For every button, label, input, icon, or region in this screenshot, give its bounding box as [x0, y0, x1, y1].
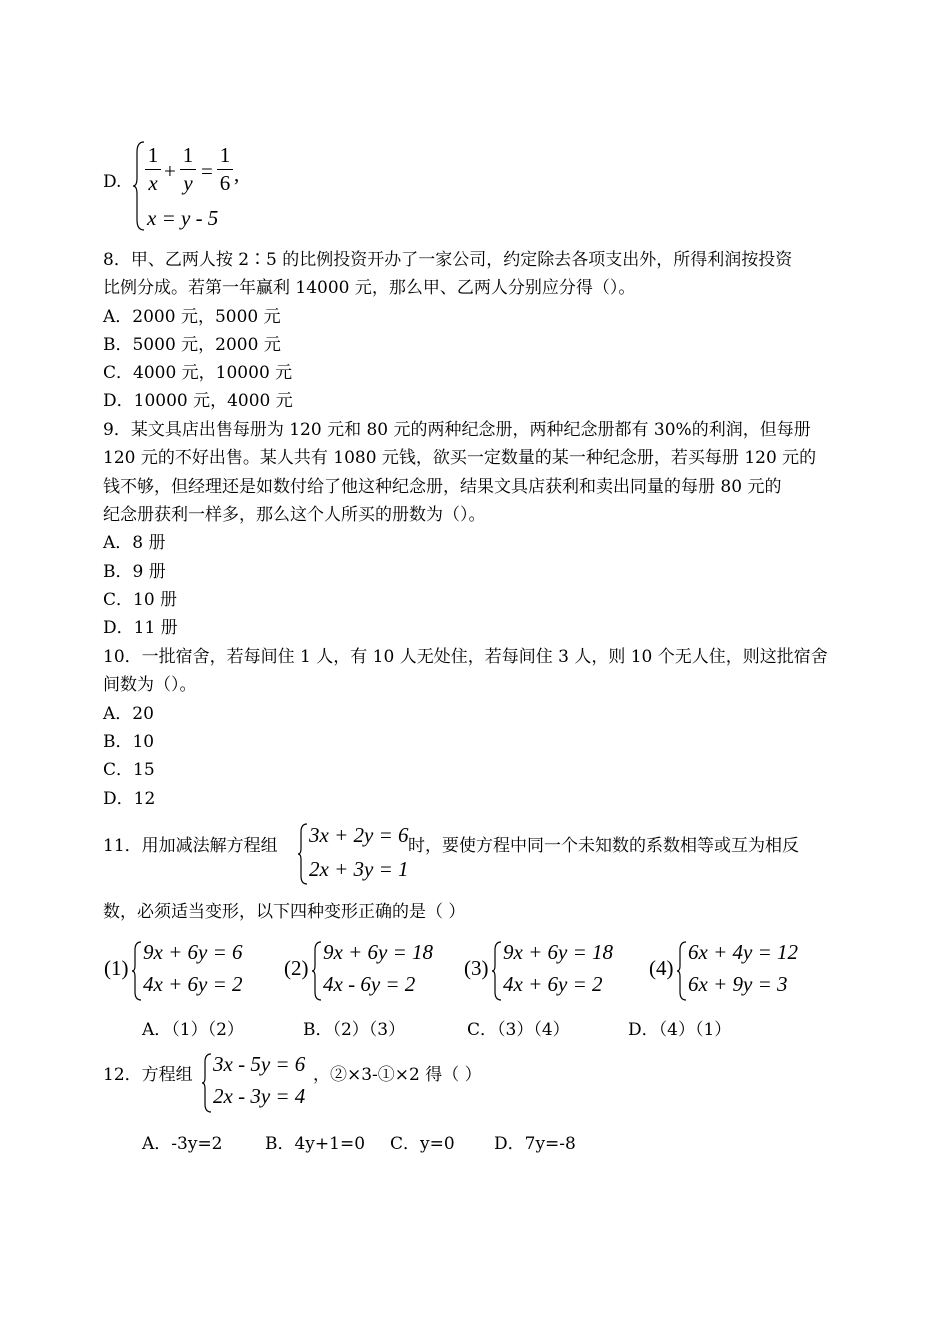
- q11-system-4-eq2: 6x + 9y = 3: [688, 972, 788, 996]
- q11-option-d: D．（4）（1）: [628, 1020, 732, 1040]
- q10-option-b: B．10: [103, 732, 155, 752]
- q12-option-c: C．y=0: [390, 1134, 455, 1154]
- q9-text-line1: 9．某文具店出售每册为 120 元和 80 元的两种纪念册，两种纪念册都有 30%的利润，但每册: [103, 420, 811, 440]
- q11-brace: [297, 822, 309, 886]
- q11-system-1-eq2: 4x + 6y = 2: [143, 972, 243, 996]
- q7-option-d-label: D.: [103, 172, 122, 192]
- q11-system-3-brace: [491, 940, 503, 1002]
- q11-eq1: 3x + 2y = 6: [309, 823, 409, 847]
- q11-system-3-eq2: 4x + 6y = 2: [503, 972, 603, 996]
- q7-frac-3: 1 6: [217, 143, 233, 196]
- q8-option-b: B．5000 元，2000 元: [103, 335, 281, 355]
- q11-system-2-brace: [311, 940, 323, 1002]
- q7-eq2: x = y - 5: [147, 206, 219, 230]
- q7-comma: ,: [234, 162, 240, 186]
- q11-system-4-eq1: 6x + 4y = 12: [688, 940, 798, 964]
- q11-text-line2: 数，必须适当变形，以下四种变形正确的是（ ）: [103, 902, 466, 922]
- q11-option-b: B．（2）（3）: [303, 1020, 406, 1040]
- q12-option-d: D．7y=-8: [494, 1134, 576, 1154]
- q10-text-line2: 间数为（）。: [103, 675, 197, 695]
- q8-text-line2: 比例分成。若第一年赢利 14000 元，那么甲、乙两人分别应分得（）。: [103, 278, 636, 298]
- q11-eq2: 2x + 3y = 1: [309, 857, 409, 881]
- q11-system-4-brace: [676, 940, 688, 1002]
- q11-option-a: A．（1）（2）: [142, 1020, 244, 1040]
- q9-text-line4: 纪念册获利一样多，那么这个人所买的册数为（）。: [103, 505, 486, 525]
- q12-eq2: 2x - 3y = 4: [213, 1084, 306, 1108]
- q10-option-d: D．12: [103, 789, 156, 809]
- q12-option-a: A．-3y=2: [142, 1134, 223, 1154]
- q11-system-1-eq1: 9x + 6y = 6: [143, 940, 243, 964]
- q12-suffix: ，②×3-①×2 得（ ）: [313, 1065, 482, 1085]
- q12-eq1: 3x - 5y = 6: [213, 1052, 306, 1076]
- q12-option-b: B．4y+1=0: [265, 1134, 366, 1154]
- q12-prefix: 12．方程组: [103, 1065, 193, 1085]
- q11-system-4-label: (4): [649, 956, 674, 980]
- q7-brace: [132, 140, 146, 232]
- q7-equals: =: [201, 159, 213, 183]
- q9-text-line3: 钱不够，但经理还是如数付给了他这种纪念册，结果文具店获利和卖出同量的每册 80 元的: [103, 477, 782, 497]
- q9-text-line2: 120 元的不好出售。某人共有 1080 元钱，欲买一定数量的某一种纪念册，若买每册 120 元的: [103, 448, 817, 468]
- q9-option-b: B．9 册: [103, 562, 166, 582]
- q8-option-a: A．2000 元，5000 元: [103, 307, 281, 327]
- q12-brace: [201, 1052, 213, 1114]
- q11-system-3-label: (3): [464, 956, 489, 980]
- q7-plus: +: [164, 159, 176, 183]
- q11-system-2-label: (2): [284, 956, 309, 980]
- q10-option-c: C．15: [103, 760, 155, 780]
- q11-suffix: 时，要使方程中同一个未知数的系数相等或互为相反: [408, 836, 799, 856]
- q10-option-a: A．20: [103, 704, 154, 724]
- q11-system-1-brace: [131, 940, 143, 1002]
- q11-option-c: C．（3）（4）: [467, 1020, 570, 1040]
- q11-system-2-eq1: 9x + 6y = 18: [323, 940, 433, 964]
- q11-system-2-eq2: 4x - 6y = 2: [323, 972, 416, 996]
- q11-system-1-label: (1): [104, 956, 129, 980]
- q9-option-a: A．8 册: [103, 533, 166, 553]
- q11-system-3-eq1: 9x + 6y = 18: [503, 940, 613, 964]
- q9-option-d: D．11 册: [103, 618, 178, 638]
- q10-text-line1: 10．一批宿舍，若每间住 1 人，有 10 人无处住，若每间住 3 人，则 10 个无人住，则这批宿舍: [103, 647, 828, 667]
- q7-frac-1: 1 x: [145, 143, 161, 196]
- q9-option-c: C．10 册: [103, 590, 178, 610]
- q11-prefix: 11．用加减法解方程组: [103, 836, 278, 856]
- q8-option-d: D．10000 元，4000 元: [103, 391, 293, 411]
- q7-frac-2: 1 y: [180, 143, 196, 196]
- q8-text-line1: 8．甲、乙两人按 2∶5 的比例投资开办了一家公司，约定除去各项支出外，所得利润按投资: [103, 250, 793, 270]
- q8-option-c: C．4000 元，10000 元: [103, 363, 293, 383]
